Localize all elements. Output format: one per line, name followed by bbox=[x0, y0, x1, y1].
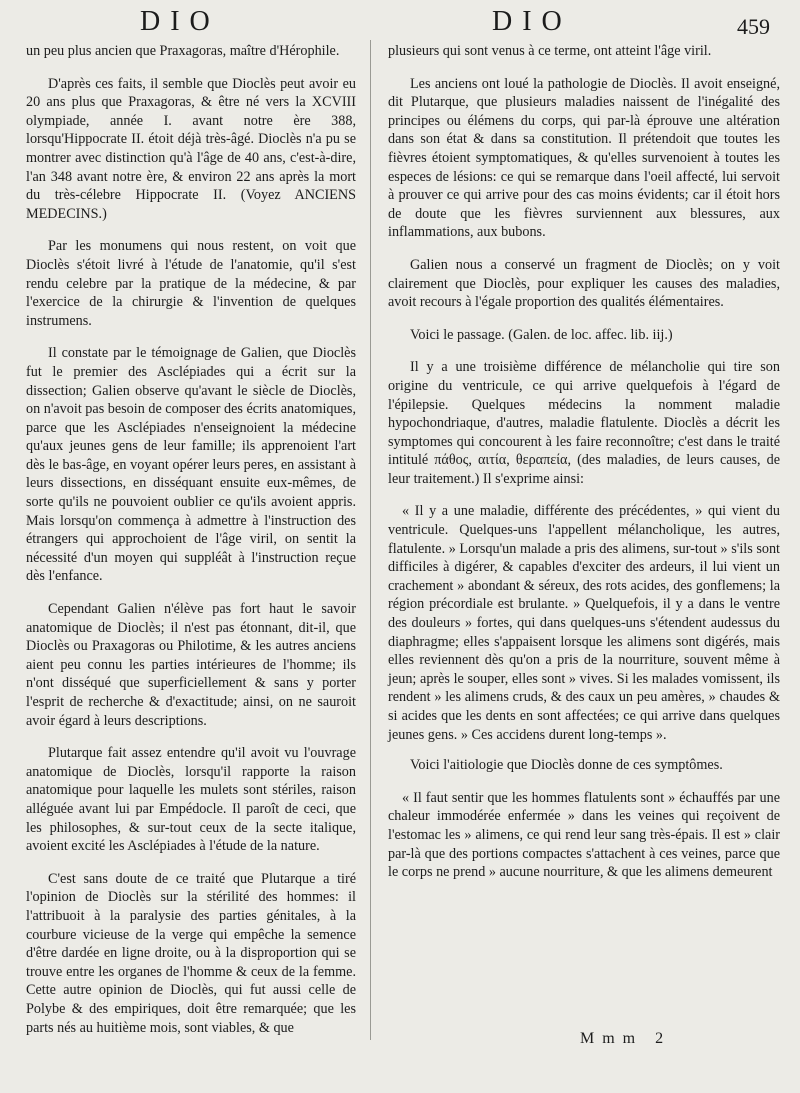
quotation: « Il y a une maladie, différente des précédentes, » qui vient du ventricule. Quelques-uns l'appellent mélancholique, les autres, flatulente. » Lorsqu'un malade a pris des alimens, sur-tout » s'ils sont difficiles à digérer, & capables d'exciter des ardeurs, il lui vient un crachement » abondant & séreux, des rots acides, des gonflemens; la région précordiale est brulante. » Quelquefois, il y a dans le ventre des douleurs » fortes, qui dans quelques-uns s'étendent audessus du diaphragme; elles s'appaisent lorsque les alimens sont digérés, mais elles reviennent dès qu'on a pris de la nourriture, souvent même à jeun; après le souper, elles sont » vives. Si les malades vomissent, ils rendent » les alimens cruds, & des caux un peu amères, » chaudes & si acides que les dents en sont affectées; ce qui arrive dans quelques jeunes gens. » Ces accidens durent long-temps ». bbox=[388, 503, 780, 743]
paragraph: Voici le passage. (Galen. de loc. affec. lib. iij.) bbox=[410, 326, 673, 343]
running-head bbox=[0, 6, 800, 40]
paragraph: Il y a une troisième différence de mélancholie qui tire son origine du ventricule, ce qui arrive quelquefois à l'égard de l'épilepsie. Quelques médecins la nomment maladie hypochondriaque, d'autres, maladie flatulente. Dioclès a décrit les symptomes qui concourent à les faire reconnoître; c'est dans le traité intitulé πάθος, αιτία, θεραπεία, (des maladies, de leurs causes, de leur traitement.) Il s'exprime ainsi: bbox=[388, 359, 780, 487]
page-number: 459 bbox=[737, 14, 770, 39]
paragraph: Plutarque fait assez entendre qu'il avoit vu l'ouvrage anatomique de Dioclès, lorsqu'il rapporte la raison anatomique pour laquelle les mulets sont stériles, raison alléguée avant lui par Empédocle. Il paroît de ceci, que les philosophes, & sur-tout ceux de la secte italique, avoient excité les Asclépiades à l'étude de la nature. bbox=[26, 745, 356, 855]
paragraph: C'est sans doute de ce traité que Plutarque a tiré l'opinion de Dioclès sur la stérilité des hommes: il l'attribuoit à la paralysie des parties génitales, à la courbure vicieuse de la verge qui empêche la semence d'être dardée en ligne droite, ou à la disproportion qui se trouve entre les organes de l'homme & ceux de la femme. Cette autre opinion de Dioclès, qui fut aussi celle de Polybe & des empiriques, doit être remarquée; que les parts nés au huitième mois, sont viables, & que bbox=[26, 870, 356, 1036]
running-head-right: DIO bbox=[492, 6, 572, 37]
running-head-left: DIO bbox=[140, 6, 220, 37]
paragraph: un peu plus ancien que Praxagoras, maître d'Hérophile. bbox=[26, 43, 340, 59]
signature-mark: Mmm 2 bbox=[580, 1030, 672, 1047]
paragraph: Voici l'aitiologie que Dioclès donne de ces symptômes. bbox=[410, 757, 723, 774]
quotation: « Il faut sentir que les hommes flatulents sont » échauffés par une chaleur immodérée enfermée » dans les veines qui reçoivent de l'estomac les » alimens, ce qui rend leur sang très-épais. Il est » clair par-là que des portions compactes s'attachent à ces veines, parce que le corps ne prend » aucune nourriture, & que les alimens demeurent bbox=[388, 789, 780, 881]
column-divider bbox=[370, 40, 371, 1040]
paragraph: D'après ces faits, il semble que Dioclès peut avoir eu 20 ans plus que Praxagoras, & être né vers la XCVIII olympiade, année I. avant notre ère 388, lorsqu'Hippocrate II. étoit déjà très-âgé. Dioclès n'a pu se montrer avec distinction qu'à l'âge de 40 ans, c'est-à-dire, l'an 348 avant notre ère, & environ 22 ans après la mort du très-célebre Hippocrate II. (Voyez ANCIENS MEDECINS.) bbox=[26, 75, 356, 222]
paragraph: plusieurs qui sont venus à ce terme, ont atteint l'âge viril. bbox=[388, 43, 712, 59]
left-column bbox=[26, 42, 356, 1051]
paragraph: Les anciens ont loué la pathologie de Dioclès. Il avoit enseigné, dit Plutarque, que plusieurs maladies naissent de l'inégalité des principes ou élémens du corps, qui par-là éprouve une altération dans son état & dans sa constitution. Il prétendoit que toutes les fièvres étoient symptomatiques, & qu'elles survenoient à toutes les especes de lésions: ce qui se remarque dans l'oeil affecté, lui servoit à prouver ce qui arrive pour des cas moins évidents; car il étoit hors de doute que les fièvres surviennent aux blessures, aux inflammations, aux bubons. bbox=[388, 75, 780, 241]
right-column bbox=[388, 42, 780, 894]
paragraph: Par les monumens qui nous restent, on voit que Dioclès s'étoit livré à l'étude de l'anatomie, qu'il s'est rendu celebre par la pratique de la médecine, & par l'exercice de la chirurgie & l'invention de quelques instrumens. bbox=[26, 238, 356, 329]
paragraph: Il constate par le témoignage de Galien, que Dioclès fut le premier des Asclépiades qui a écrit sur la dissection; Galien observe qu'avant le siècle de Dioclès, on n'avoit pas besoin de composer des écrits anatomiques, parce que les Asclépiades n'enseignoient la médecine qu'aux jeunes gens de leur famille; ils apprenoient l'art dès le bas-âge, en voyant opérer leurs peres, en assistant à leurs dissections, en disséquant ensuite eux-mêmes, de sorte qu'ils ne pouvoient oublier ce qu'ils avoient appris. Mais lorsqu'on commença à admettre à l'instruction des étrangers qui approchoient de l'âge viril, on sentit la nécessité d'un moyen qui suppléât à l'instruction reçue dès l'enfance. bbox=[26, 345, 356, 585]
paragraph: Cependant Galien n'élève pas fort haut le savoir anatomique de Dioclès; il n'est pas étonnant, dit-il, que Dioclès ou Praxagoras ou Philotime, & les autres anciens aient peu connu les parties intérieures de l'homme; ils n'ont disséqué que superficiellement & sans y porter l'esprit de recherche & d'exactitude; ainsi, on ne sauroit avoir égard à leurs descriptions. bbox=[26, 601, 356, 729]
paragraph: Galien nous a conservé un fragment de Dioclès; on y voit clairement que Dioclès, pour expliquer les causes des maladies, avoit recours à l'égale proportion des qualités élémentaires. bbox=[388, 256, 780, 311]
